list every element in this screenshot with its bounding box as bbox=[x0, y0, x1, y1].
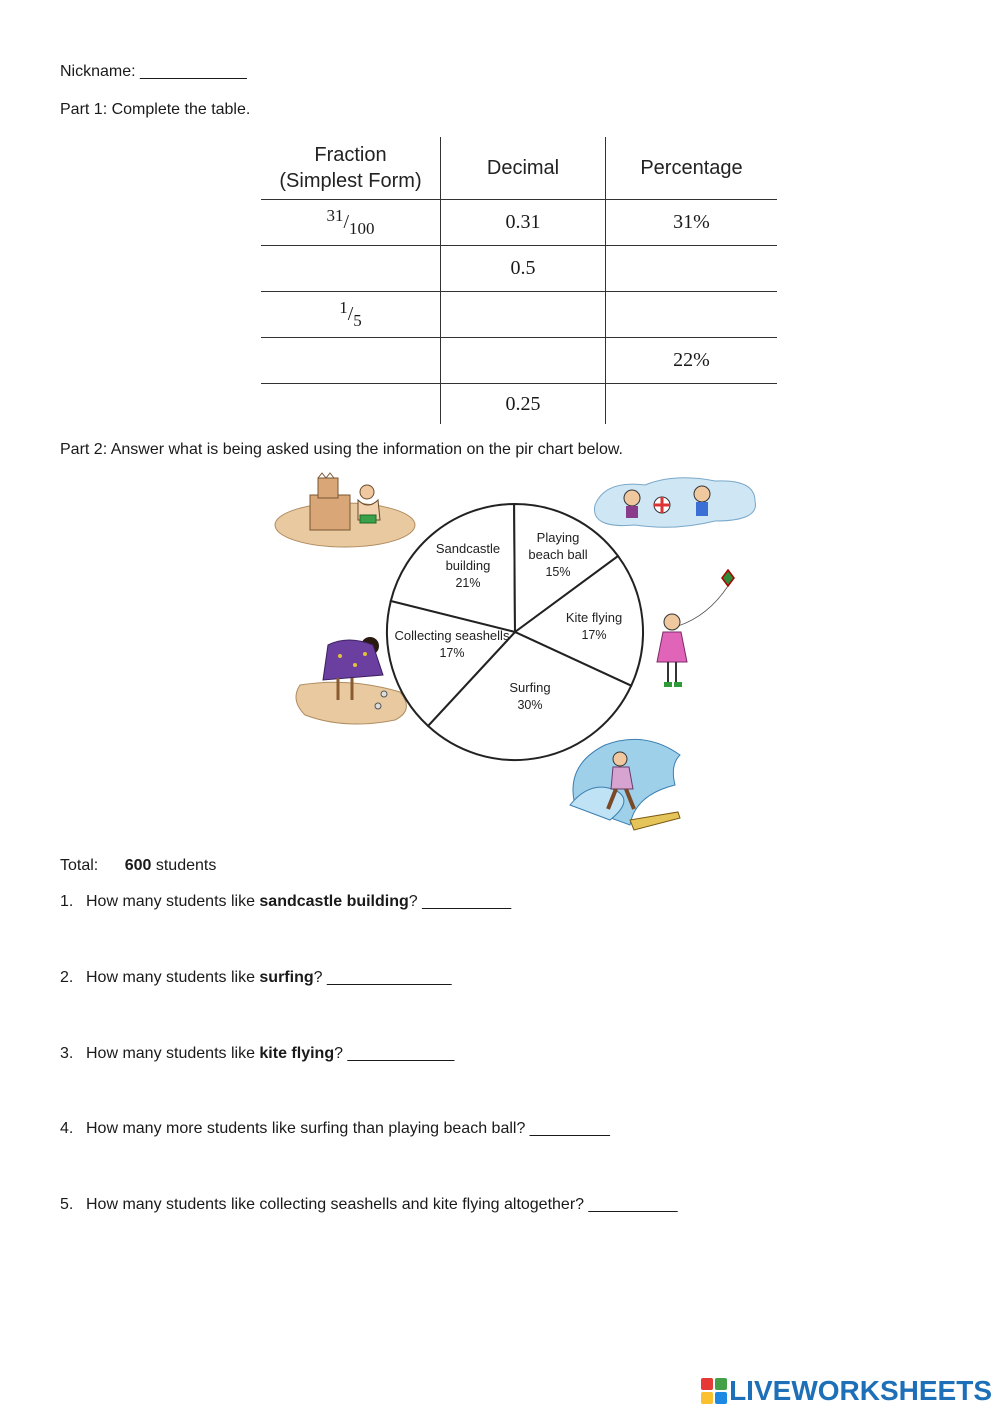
logo-text: LIVEWORKSHEETS bbox=[729, 1375, 992, 1406]
pie-label-sandcastle: Sandcastle bbox=[435, 541, 501, 556]
part2-title: Part 2: Answer what is being asked using the information on the pir chart below. bbox=[60, 441, 623, 458]
question-number: 4. bbox=[60, 1120, 74, 1137]
question-number: 5. bbox=[60, 1196, 74, 1213]
question-text: How many students like collecting seashells and kite flying altogether? bbox=[86, 1196, 589, 1213]
percentage-cell: 31% bbox=[606, 200, 778, 246]
header-fraction: Fraction (Simplest Form) bbox=[261, 137, 441, 200]
pie-label-kite: Kite flying bbox=[565, 610, 623, 625]
pie-label-seashells: Collecting seashells bbox=[394, 628, 510, 643]
question-text: How many students like bbox=[86, 893, 260, 910]
fraction-cell bbox=[261, 292, 441, 338]
fraction-numerator: 31 bbox=[326, 206, 344, 225]
pie-label-beachball: beach ball bbox=[528, 547, 588, 562]
pie-label-beachball: Playing bbox=[536, 530, 580, 545]
question-item bbox=[60, 893, 511, 911]
question-text: How many more students like surfing than playing beach ball? bbox=[86, 1120, 530, 1137]
fraction-slash: / bbox=[347, 303, 354, 325]
total-label: Total: bbox=[60, 857, 99, 874]
decimal-cell: 0.31 bbox=[441, 200, 606, 246]
fraction-cell[interactable] bbox=[261, 338, 441, 384]
nickname-label: Nickname: bbox=[60, 63, 136, 80]
header-decimal: Decimal bbox=[441, 137, 606, 200]
answer-blank[interactable]: ______________ bbox=[326, 969, 452, 986]
answer-blank[interactable]: _________ bbox=[529, 1120, 610, 1137]
question-text: How many students like bbox=[86, 1045, 260, 1062]
percentage-cell[interactable] bbox=[606, 292, 778, 338]
percentage-cell: 22% bbox=[606, 338, 778, 384]
fraction-denominator: 5 bbox=[353, 311, 362, 330]
percentage-cell[interactable] bbox=[606, 246, 778, 292]
fraction-numerator: 1 bbox=[339, 298, 348, 317]
liveworksheets-logo bbox=[701, 1375, 992, 1407]
answer-blank[interactable]: ____________ bbox=[347, 1045, 455, 1062]
header-percentage: Percentage bbox=[606, 137, 778, 200]
total-value: 600 bbox=[124, 857, 152, 874]
question-mark: ? bbox=[313, 969, 327, 986]
percentage-cell[interactable] bbox=[606, 384, 778, 425]
question-item bbox=[60, 1120, 610, 1138]
table-row bbox=[261, 338, 777, 384]
fraction-cell[interactable] bbox=[261, 384, 441, 425]
question-text: How many students like bbox=[86, 969, 260, 986]
nickname-line bbox=[60, 63, 247, 81]
decimal-cell: 0.25 bbox=[441, 384, 606, 425]
table-row bbox=[261, 292, 777, 338]
total-line bbox=[60, 857, 216, 875]
fraction-value bbox=[339, 298, 362, 331]
question-keyword: sandcastle building bbox=[259, 893, 409, 910]
question-keyword: surfing bbox=[259, 969, 314, 986]
surfer-illustration bbox=[570, 739, 680, 830]
table-header-row bbox=[261, 137, 777, 200]
pie-label-sandcastle: building bbox=[445, 558, 491, 573]
pie-label-sandcastle: 21% bbox=[455, 576, 481, 590]
pie-label-seashells: 17% bbox=[439, 646, 465, 660]
pie-chart bbox=[270, 470, 760, 845]
question-number: 3. bbox=[60, 1045, 74, 1062]
question-mark: ? bbox=[334, 1045, 348, 1062]
decimal-cell: 0.5 bbox=[441, 246, 606, 292]
fraction-slash: / bbox=[343, 211, 350, 233]
decimal-cell[interactable] bbox=[441, 292, 606, 338]
question-item bbox=[60, 969, 452, 987]
part1-title: Part 1: Complete the table. bbox=[60, 101, 251, 118]
pie-label-kite: 17% bbox=[581, 628, 607, 642]
pie-label-surfing: Surfing bbox=[509, 680, 551, 695]
logo-mark-icon bbox=[701, 1378, 727, 1404]
question-keyword: kite flying bbox=[259, 1045, 335, 1062]
pie-label-beachball: 15% bbox=[545, 565, 571, 579]
decimal-cell[interactable] bbox=[441, 338, 606, 384]
fraction-denominator: 100 bbox=[349, 219, 375, 238]
nickname-blank[interactable]: ____________ bbox=[140, 63, 247, 80]
sandcastle-illustration bbox=[275, 473, 415, 547]
table-row bbox=[261, 200, 777, 246]
question-number: 1. bbox=[60, 893, 74, 910]
question-item bbox=[60, 1196, 677, 1214]
pie-label-surfing: 30% bbox=[517, 698, 543, 712]
conversion-table bbox=[261, 137, 777, 424]
table-row bbox=[261, 246, 777, 292]
answer-blank[interactable]: __________ bbox=[422, 893, 512, 910]
total-unit: students bbox=[155, 857, 217, 874]
fraction-value bbox=[326, 206, 374, 239]
fraction-cell[interactable] bbox=[261, 246, 441, 292]
kite-illustration bbox=[657, 570, 734, 687]
question-item bbox=[60, 1045, 454, 1063]
question-number: 2. bbox=[60, 969, 74, 986]
fraction-cell bbox=[261, 200, 441, 246]
table-row bbox=[261, 384, 777, 425]
beachball-illustration bbox=[595, 478, 756, 527]
question-mark: ? bbox=[408, 893, 423, 910]
answer-blank[interactable]: __________ bbox=[588, 1196, 678, 1213]
